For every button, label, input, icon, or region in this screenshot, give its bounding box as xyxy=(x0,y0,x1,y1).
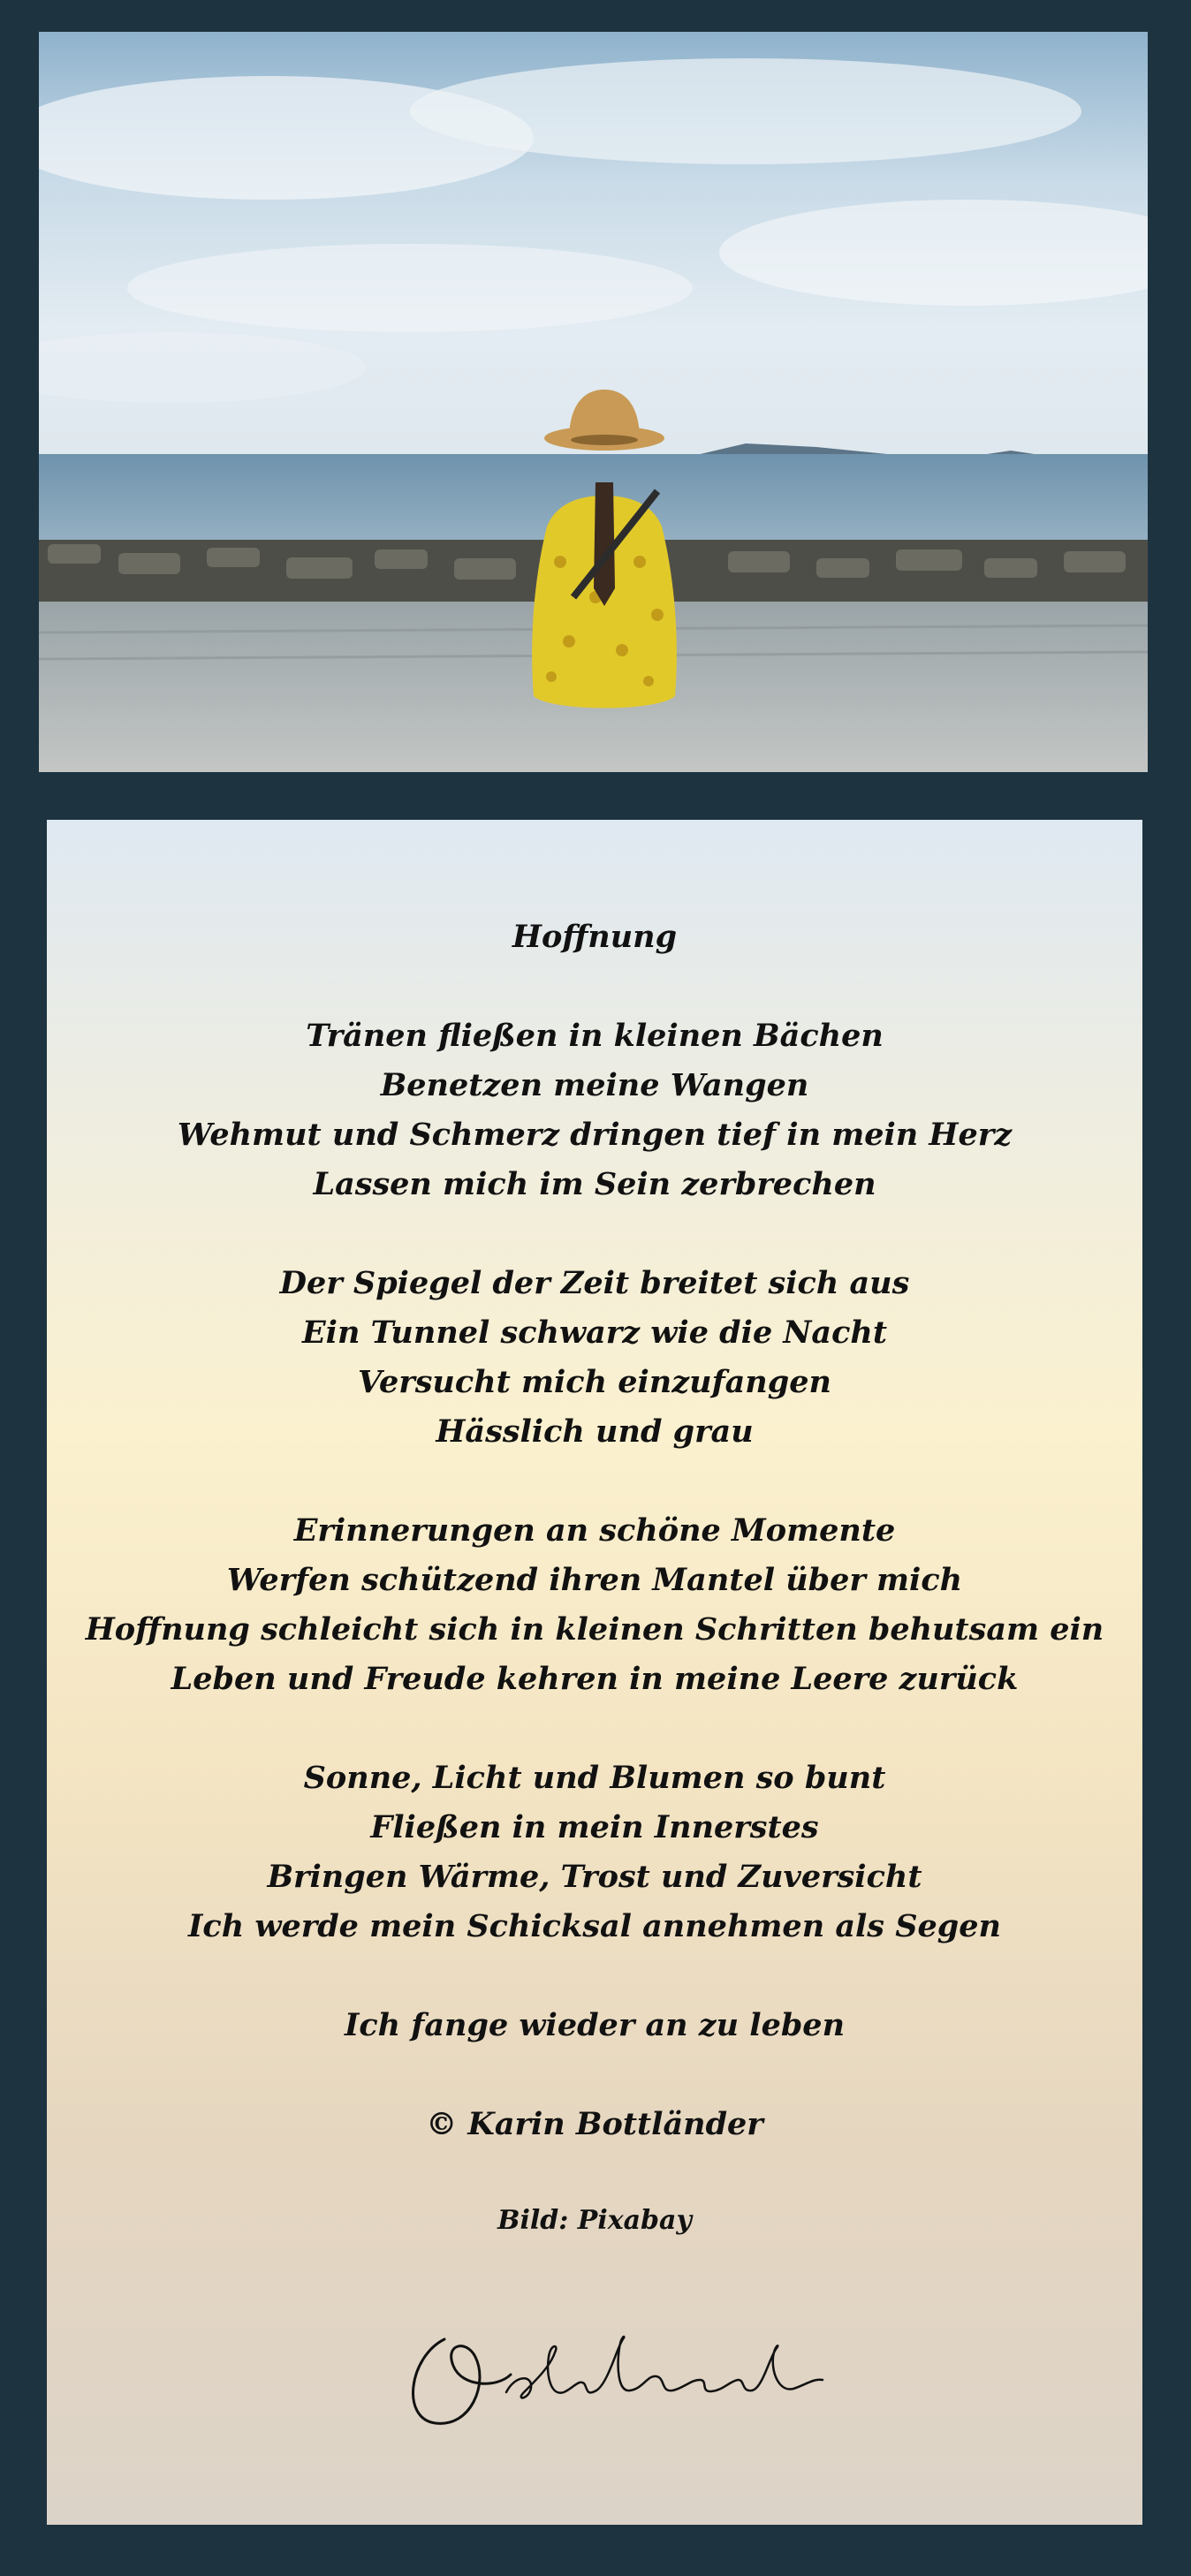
poem-line: Versucht mich einzufangen xyxy=(358,1364,831,1400)
poem-line: Lassen mich im Sein zerbrechen xyxy=(313,1166,876,1202)
poem-line: Ein Tunnel schwarz wie die Nacht xyxy=(302,1315,887,1351)
poem-card xyxy=(47,820,1142,2525)
poem-line: Sonne, Licht und Blumen so bunt xyxy=(303,1760,886,1796)
poem-closing-line: Ich fange wieder an zu leben xyxy=(344,2007,846,2043)
poem-line: Werfen schützend ihren Mantel über mich xyxy=(226,1562,963,1598)
beach-woman-image xyxy=(39,32,1148,772)
poem-line: Ich werde mein Schicksal annehmen als Segen xyxy=(188,1908,1001,1944)
poem-line: Wehmut und Schmerz dringen tief in mein Herz xyxy=(177,1117,1013,1153)
poem-line: Benetzen meine Wangen xyxy=(380,1067,809,1103)
signature-script xyxy=(391,2304,851,2445)
poem-line: Hoffnung schleicht sich in kleinen Schritten behutsam ein xyxy=(85,1611,1104,1648)
poem-line: Erinnerungen an schöne Momente xyxy=(293,1512,896,1549)
poem-line: Leben und Freude kehren in meine Leere zurück xyxy=(171,1661,1019,1697)
poem-line: Hässlich und grau xyxy=(436,1413,754,1450)
author-credit: © Karin Bottländer xyxy=(426,2106,763,2142)
header-photo xyxy=(39,32,1148,772)
poem-line: Bringen Wärme, Trost und Zuversicht xyxy=(267,1859,922,1895)
image-credit: Bild: Pixabay xyxy=(497,2205,692,2236)
poem-line: Fließen in mein Innerstes xyxy=(370,1809,819,1845)
signature-logo xyxy=(391,2304,851,2445)
poem-line: Der Spiegel der Zeit breitet sich aus xyxy=(279,1265,910,1301)
poem-title: Hoffnung xyxy=(512,919,678,955)
poem-line: Tränen fließen in kleinen Bächen xyxy=(306,1018,884,1054)
